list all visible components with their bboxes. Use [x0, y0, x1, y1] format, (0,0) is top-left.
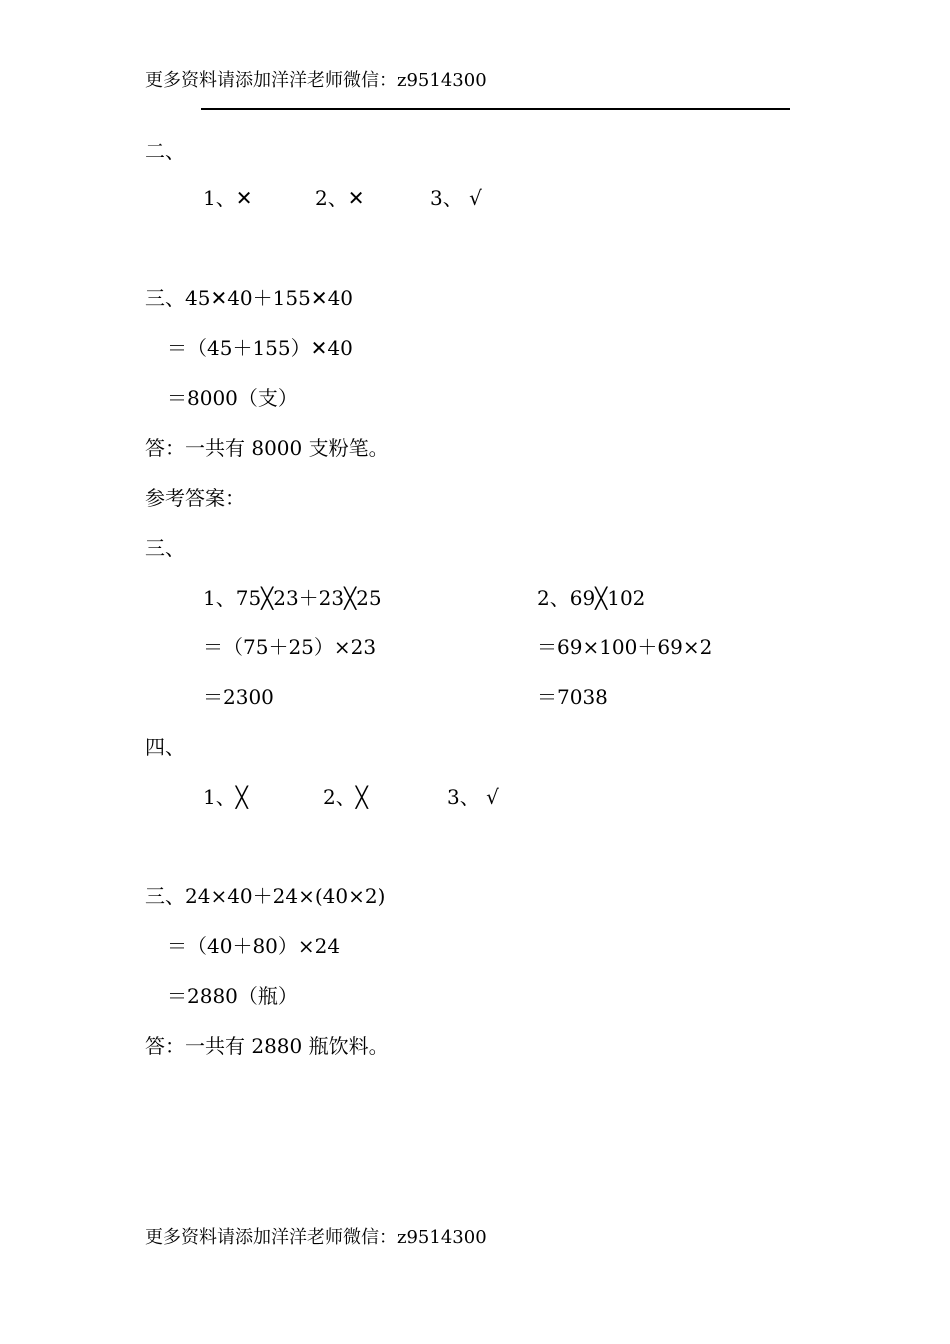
answer-item: 1、╳ [203, 785, 248, 809]
answer-item: 2、╳ [323, 785, 368, 809]
section-heading: 二、 [145, 139, 185, 163]
footer-text: 更多资料请添加洋洋老师微信：z9514300 [145, 1227, 487, 1248]
reference-title: 参考答案： [145, 486, 245, 510]
answer-sentence: 答：一共有 2880 瓶饮料。 [145, 1034, 389, 1058]
section-heading: 四、 [145, 735, 185, 759]
answer-item: 3、 √ [430, 186, 482, 210]
calc-left-line: 1、75╳23＋23╳25 [203, 586, 382, 610]
solution-step: ＝（45＋155）✕40 [167, 336, 353, 360]
answer-item: 1、✕ [203, 186, 253, 210]
calc-left-line: ＝2300 [203, 685, 274, 709]
problem-heading: 三、45✕40＋155✕40 [145, 286, 354, 310]
header-rule [201, 108, 790, 110]
calc-right-line: 2、69╳102 [537, 586, 646, 610]
solution-step: ＝2880（瓶） [167, 984, 298, 1008]
solution-step: ＝（40＋80）×24 [167, 934, 341, 958]
problem-heading: 三、24×40＋24×(40×2) [145, 884, 386, 908]
calc-right-line: ＝7038 [537, 685, 608, 709]
header-text: 更多资料请添加洋洋老师微信：z9514300 [145, 70, 487, 91]
answer-item: 2、✕ [315, 186, 365, 210]
answer-sentence: 答：一共有 8000 支粉笔。 [145, 436, 389, 460]
solution-step: ＝8000（支） [167, 386, 298, 410]
calc-left-line: ＝（75＋25）×23 [203, 635, 377, 659]
section-heading: 三、 [145, 536, 185, 560]
answer-item: 3、 √ [447, 785, 499, 809]
calc-right-line: ＝69×100＋69×2 [537, 635, 713, 659]
